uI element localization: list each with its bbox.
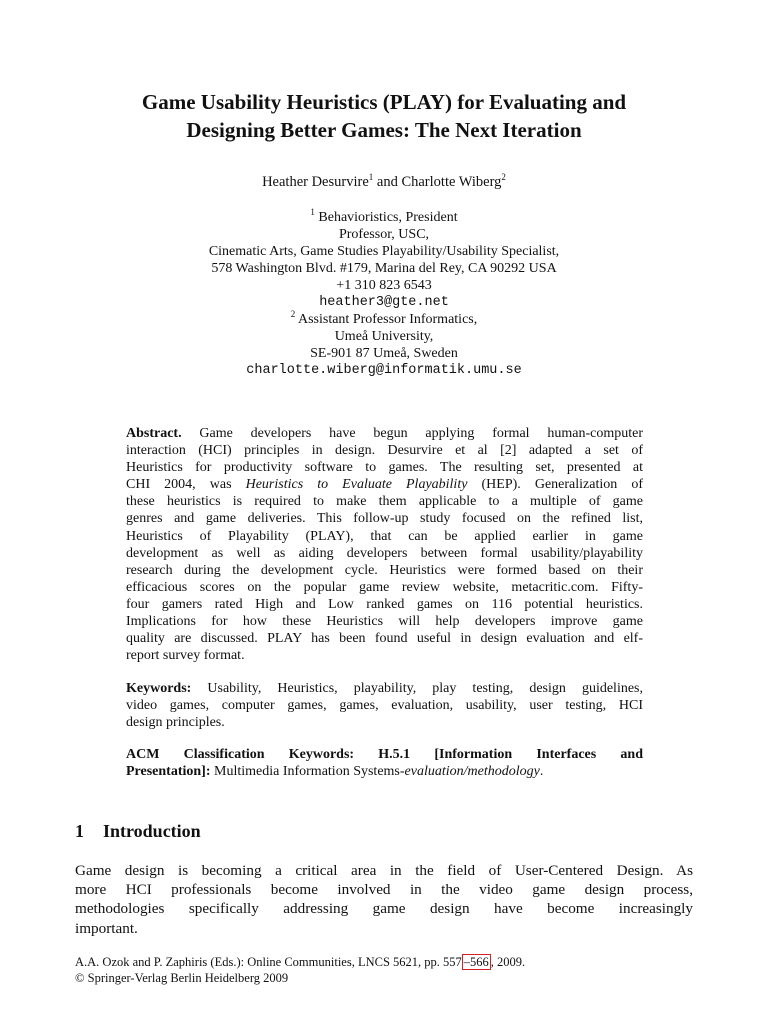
author-name: Charlotte Wiberg: [401, 174, 502, 190]
keywords-line: design principles.: [126, 715, 225, 731]
paragraph-line: Game design is becoming a critical area in the field of User-Centered Design. As: [75, 862, 693, 879]
abstract-line: development as well as aiding developers between formal usability/playability: [126, 545, 643, 561]
affiliation-line: [60, 209, 708, 226]
abstract-line: research during the development cycle. Heuristics were formed based on their: [126, 562, 643, 578]
citation-text: , 2009.: [490, 955, 526, 969]
acm-classification: [126, 746, 643, 780]
author-connector: and: [373, 174, 402, 190]
abstract-line: [126, 476, 643, 493]
abstract-line: four gamers rated High and Low ranked games on 116 potential heuristics.: [126, 596, 643, 612]
section-title: Introduction: [103, 821, 201, 841]
affiliation-line: Professor, USC,: [338, 227, 430, 242]
title-line-2: Designing Better Games: The Next Iteration: [186, 118, 582, 142]
section-number: 1: [75, 821, 84, 841]
author-name: Heather Desurvire: [262, 174, 369, 190]
keywords-text: Usability, Heuristics, playability, play testing, design guidelines,: [191, 681, 643, 696]
email-address[interactable]: heather3@gte.net: [319, 295, 449, 310]
author-list: [60, 173, 708, 191]
abstract-italic-text: Heuristics to Evaluate Playability: [245, 477, 468, 493]
abstract-text: CHI 2004, was: [126, 477, 246, 493]
abstract-line: Heuristics of Playability (PLAY), that can be applied earlier in game: [126, 528, 643, 544]
affiliation-line: Umeå University,: [334, 329, 434, 344]
affiliation-line: 578 Washington Blvd. #179, Marina del Rey, CA 90292 USA: [211, 261, 557, 276]
affiliations: [60, 209, 708, 379]
abstract-line: genres and game deliveries. This follow-up study focused on the refined list,: [126, 511, 643, 527]
page-range-link[interactable]: –566: [463, 955, 489, 969]
affiliation-text: Behavioristics, President: [314, 210, 458, 225]
citation-text: A.A. Ozok and P. Zaphiris (Eds.): Online Communities, LNCS 5621, pp. 557: [75, 955, 462, 969]
abstract: [126, 425, 643, 664]
affiliation-marker: 1: [310, 207, 315, 217]
affiliation-text: Assistant Professor Informatics,: [295, 312, 478, 327]
introduction-paragraph: [75, 861, 693, 938]
paragraph-line: more HCI professionals become involved in the video game design process,: [75, 881, 693, 899]
acm-text: .: [539, 764, 544, 780]
acm-bold-text: Presentation]:: [126, 764, 211, 780]
acm-line: ACM Classification Keywords: H.5.1 [Information Interfaces and: [126, 747, 643, 762]
section-heading: [75, 820, 201, 842]
affiliation-marker: 2: [290, 309, 296, 319]
abstract-line: quality are discussed. PLAY has been found useful in design evaluation and elf-: [126, 631, 643, 647]
affiliation-marker: 2: [501, 172, 506, 182]
acm-line: [126, 763, 643, 780]
affiliation-line: [60, 311, 708, 328]
title-line-1: Game Usability Heuristics (PLAY) for Evaluating and: [141, 90, 627, 114]
abstract-line: Heuristics for productivity software to games. The resulting set, presented at: [126, 460, 643, 476]
abstract-text: (HEP). Generalization of: [467, 477, 643, 493]
citation-footer: [75, 954, 525, 986]
abstract-line: Implications for how these Heuristics will help developers improve game: [126, 614, 643, 630]
abstract-line: these heuristics is required to make them applicable to a multiple of game: [126, 494, 643, 510]
affiliation-line: Cinematic Arts, Game Studies Playability/Usability Specialist,: [208, 244, 560, 259]
keywords-line: [126, 680, 643, 697]
affiliation-line: SE-901 87 Umeå, Sweden: [310, 346, 458, 361]
acm-italic-text: evaluation/methodology: [404, 764, 540, 780]
copyright-line: © Springer-Verlag Berlin Heidelberg 2009: [75, 971, 289, 985]
abstract-line: interaction (HCI) principles in design. Desurvire et al [2] adapted a set of: [126, 443, 643, 459]
paragraph-line: important.: [75, 919, 138, 937]
paragraph-line: methodologies specifically addressing game design have become increasingly: [75, 900, 693, 918]
abstract-line: efficacious scores on the popular game review website, metacritic.com. Fifty-: [126, 579, 643, 595]
affiliation-marker: 1: [368, 172, 374, 182]
paper-title: [60, 88, 708, 144]
abstract-text: Game developers have begun applying formal human-computer: [181, 426, 643, 441]
keywords-label: Keywords:: [126, 681, 192, 696]
abstract-label: Abstract.: [126, 426, 182, 441]
phone-number: +1 310 823 6543: [336, 278, 432, 293]
abstract-line: [126, 425, 643, 442]
keywords-line: video games, computer games, games, evaluation, usability, user testing, HCI: [126, 698, 643, 714]
email-address[interactable]: charlotte.wiberg@informatik.umu.se: [246, 363, 522, 378]
keywords: [126, 680, 643, 731]
citation-line: [75, 954, 525, 970]
abstract-line: report survey format.: [126, 648, 245, 664]
acm-text: Multimedia Information Systems-: [210, 764, 405, 780]
